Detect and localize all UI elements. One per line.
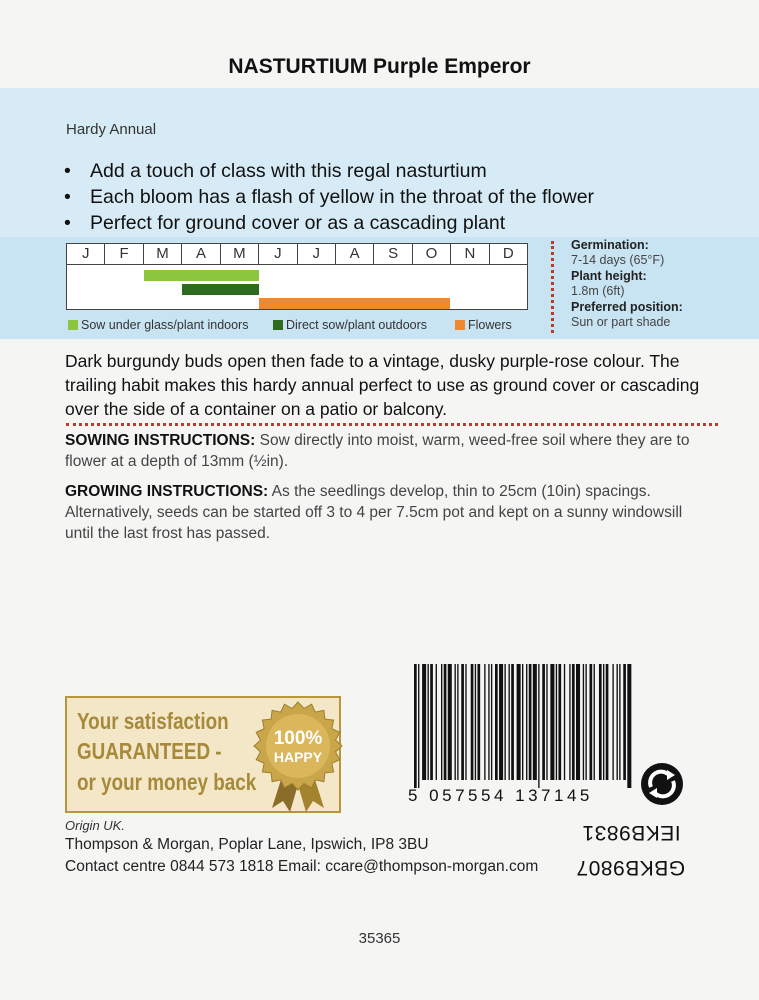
barcode-bar — [517, 664, 521, 780]
month-label: J — [67, 244, 105, 264]
barcode-bar — [533, 664, 537, 780]
barcode-bar — [585, 664, 586, 780]
barcode-bar — [448, 664, 452, 780]
barcode-bar — [436, 664, 437, 780]
contact-info: Contact centre 0844 573 1818 Email: ccare@thompson-morgan.com — [65, 858, 539, 875]
growing-info — [571, 238, 756, 331]
month-label: A — [182, 244, 220, 264]
barcode-bar — [576, 664, 580, 780]
barcode-number: 5 057554 137145 — [408, 786, 593, 805]
month-label: F — [105, 244, 143, 264]
barcode-bar — [499, 664, 503, 780]
month-label: J — [298, 244, 336, 264]
barcode-bar — [511, 664, 514, 780]
barcode-bar — [546, 664, 547, 780]
calendar-months — [67, 244, 527, 265]
barcode-bar — [465, 664, 466, 780]
seal-percent: 100% — [273, 728, 323, 749]
germination-value: 7-14 days (65°F) — [571, 252, 665, 267]
barcode-bar — [504, 664, 505, 780]
month-label: M — [144, 244, 182, 264]
barcode-bar — [556, 664, 557, 780]
feature-item: • Perfect for ground cover or as a cascading plant — [64, 212, 506, 234]
legend-item: Sow under glass/plant indoors — [68, 318, 248, 332]
calendar-legend — [68, 318, 538, 334]
barcode-bar — [477, 664, 480, 780]
month-label: A — [336, 244, 374, 264]
barcode-bar — [538, 664, 539, 788]
barcode-bar — [594, 664, 595, 780]
sowing-instructions: SOWING INSTRUCTIONS: Sow directly into moist, warm, weed-free soil where they are to flower at a depth of 13mm (½in). — [65, 432, 690, 470]
barcode-bar — [612, 664, 613, 780]
month-label: O — [413, 244, 451, 264]
barcode-bar — [441, 664, 442, 780]
barcode-bar — [488, 664, 489, 780]
feature-item: • Each bloom has a flash of yellow in the throat of the flower — [64, 186, 595, 208]
barcode-bar — [414, 664, 417, 788]
barcode-bar — [509, 664, 510, 780]
barcode-bar — [471, 664, 474, 780]
barcode-bar — [428, 664, 429, 780]
product-code: GBKB9807 — [576, 856, 686, 879]
position-label: Preferred position: — [571, 300, 683, 314]
month-label: N — [451, 244, 489, 264]
plant-type: Hardy Annual — [66, 121, 157, 138]
origin: Origin UK. — [65, 818, 125, 833]
barcode-bar — [590, 664, 593, 780]
height-value: 1.8m (6ft) — [571, 283, 625, 298]
guarantee-badge — [65, 696, 341, 813]
barcode-bar — [529, 664, 532, 780]
barcode — [406, 664, 639, 788]
legend-item: Direct sow/plant outdoors — [273, 318, 427, 332]
growing-instructions: GROWING INSTRUCTIONS: As the seedlings develop, thin to 25cm (10in) spacings. Alternatively, seeds can be started off 3 to 4 per 7.5cm pot and kept on a sunny windowsill until the last frost has passed. — [65, 483, 683, 542]
barcode-bar — [617, 664, 618, 780]
barcode-bar — [564, 664, 565, 780]
barcode-bar — [484, 664, 485, 780]
dotted-divider — [66, 423, 718, 426]
legend-item: Flowers — [455, 318, 512, 332]
month-label: D — [502, 245, 514, 262]
feature-list — [64, 158, 594, 236]
rosette-seal-icon — [250, 700, 346, 812]
legend-swatch — [455, 320, 465, 330]
legend-swatch — [68, 320, 78, 330]
description: Dark burgundy buds open then fade to a vintage, dusky purple-rose colour. The trailing habit makes this hardy annual perfect to use as ground cover or cascading over the side of a container on a patio or balcony. — [65, 351, 700, 419]
bar-sow-indoors — [144, 270, 259, 281]
sowing-calendar — [66, 243, 528, 310]
barcode-bar — [606, 664, 609, 780]
guarantee-line: GUARANTEED - — [77, 738, 222, 764]
barcode-bar — [455, 664, 456, 780]
footer-code: 35365 — [358, 930, 401, 947]
product-code: IEKB9831 — [582, 821, 681, 844]
bar-sow-outdoors — [182, 284, 259, 295]
bar-flowers — [259, 298, 451, 309]
barcode-bar — [430, 664, 433, 780]
page-title: NASTURTIUM Purple Emperor — [228, 55, 531, 78]
barcode-bar — [418, 664, 419, 788]
barcode-bar — [627, 664, 631, 788]
recycle-icon — [640, 762, 684, 806]
barcode-bar — [526, 664, 527, 780]
barcode-bar — [583, 664, 584, 780]
barcode-bar — [619, 664, 620, 780]
seal-happy: HAPPY — [273, 749, 323, 765]
position-value: Sun or part shade — [571, 314, 671, 329]
barcode-bar — [542, 664, 545, 780]
month-label: S — [374, 244, 412, 264]
month-label: M — [221, 244, 259, 264]
feature-item: • Add a touch of class with this regal nasturtium — [64, 160, 487, 182]
barcode-bar — [457, 664, 458, 780]
barcode-bar — [522, 664, 523, 780]
guarantee-line: or your money back — [77, 769, 257, 795]
legend-swatch — [273, 320, 283, 330]
barcode-bar — [444, 664, 447, 780]
dotted-divider — [551, 241, 554, 333]
barcode-bar — [491, 664, 492, 780]
barcode-bar — [475, 664, 476, 780]
barcode-bar — [495, 664, 498, 780]
guarantee-line: Your satisfaction — [77, 708, 229, 734]
barcode-bar — [572, 664, 575, 780]
height-label: Plant height: — [571, 269, 647, 283]
barcode-bar — [603, 664, 604, 780]
germination-label: Germination: — [571, 238, 649, 252]
barcode-bar — [461, 664, 464, 780]
barcode-bar — [569, 664, 570, 780]
barcode-bar — [558, 664, 561, 780]
month-label: J — [259, 244, 297, 264]
barcode-bar — [550, 664, 554, 780]
barcode-bar — [623, 664, 626, 780]
company-address: Thompson & Morgan, Poplar Lane, Ipswich, IP8 3BU — [65, 836, 429, 853]
barcode-bar — [422, 664, 426, 780]
barcode-bar — [599, 664, 602, 780]
